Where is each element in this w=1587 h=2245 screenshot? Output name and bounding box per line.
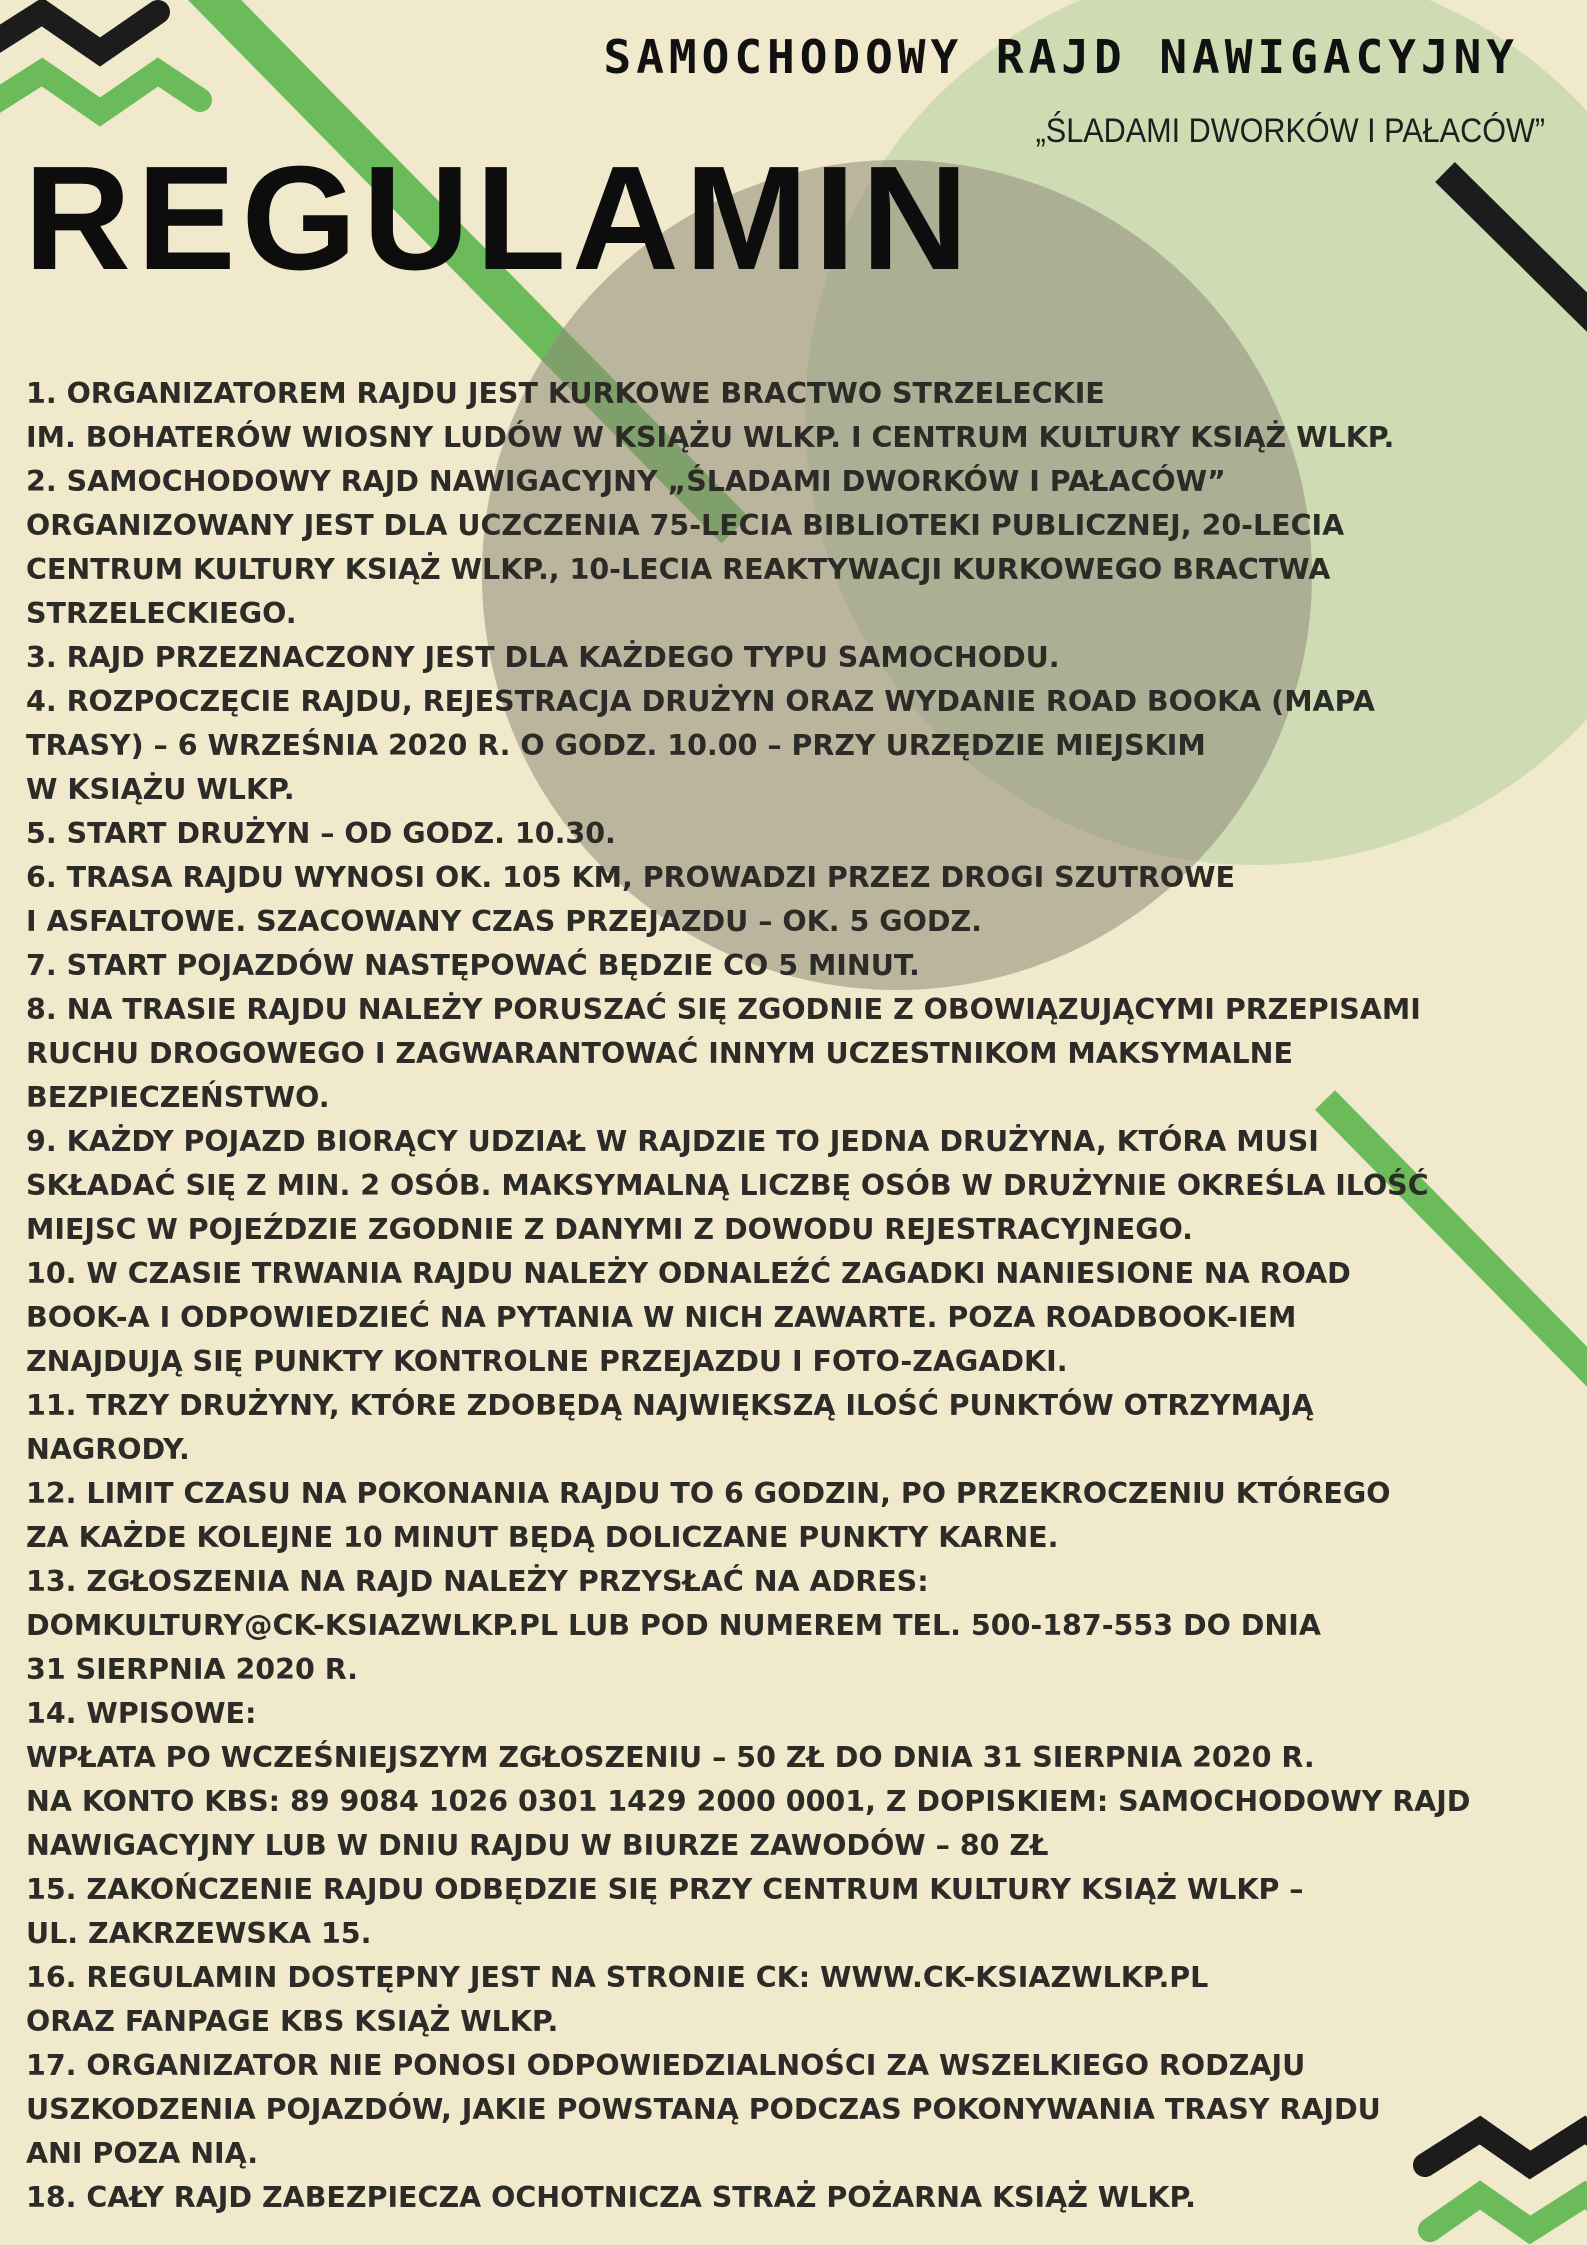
rule-item-17 bbox=[26, 2044, 1566, 2176]
rule-line: ORGANIZOWANY JEST DLA UCZCZENIA 75-LECIA BIBLIOTEKI PUBLICZNEJ, 20-LECIA bbox=[26, 509, 1345, 542]
rule-line: IM. BOHATERÓW WIOSNY LUDÓW W KSIĄŻU WLKP. I CENTRUM KULTURY KSIĄŻ WLKP. bbox=[26, 421, 1395, 454]
rule-item-8 bbox=[26, 988, 1566, 1120]
rule-line: WPŁATA PO WCZEŚNIEJSZYM ZGŁOSZENIU – 50 ZŁ DO DNIA 31 SIERPNIA 2020 R. bbox=[26, 1741, 1315, 1774]
rule-line: 10. W CZASIE TRWANIA RAJDU NALEŻY ODNALEŹĆ ZAGADKI NANIESIONE NA ROAD bbox=[26, 1257, 1351, 1290]
event-subtitle: „ŚLADAMI DWORKÓW I PAŁACÓW” bbox=[1035, 112, 1545, 150]
black-zigzag-top bbox=[0, 12, 158, 52]
rule-line: NAGRODY. bbox=[26, 1433, 190, 1466]
rule-item-16 bbox=[26, 1956, 1566, 2044]
rule-item-1 bbox=[26, 372, 1566, 460]
rule-line: 16. REGULAMIN DOSTĘPNY JEST NA STRONIE CK: WWW.CK-KSIAZWLKP.PL bbox=[26, 1961, 1209, 1994]
rule-item-12 bbox=[26, 1472, 1566, 1560]
rule-line: BOOK-A I ODPOWIEDZIEĆ NA PYTANIA W NICH ZAWARTE. POZA ROADBOOK-IEM bbox=[26, 1301, 1297, 1334]
rule-line: 15. ZAKOŃCZENIE RAJDU ODBĘDZIE SIĘ PRZY CENTRUM KULTURY KSIĄŻ WLKP – bbox=[26, 1873, 1304, 1906]
rule-line: 8. NA TRASIE RAJDU NALEŻY PORUSZAĆ SIĘ ZGODNIE Z OBOWIĄZUJĄCYMI PRZEPISAMI bbox=[26, 993, 1421, 1026]
rule-line: TRASY) – 6 WRZEŚNIA 2020 R. O GODZ. 10.00 – PRZY URZĘDZIE MIEJSKIM bbox=[26, 729, 1206, 762]
rule-line: 18. CAŁY RAJD ZABEZPIECZA OCHOTNICZA STRAŻ POŻARNA KSIĄŻ WLKP. bbox=[26, 2181, 1196, 2214]
rule-line: DOMKULTURY@CK-KSIAZWLKP.PL LUB POD NUMEREM TEL. 500-187-553 DO DNIA bbox=[26, 1609, 1321, 1642]
rule-line: 6. TRASA RAJDU WYNOSI OK. 105 KM, PROWADZI PRZEZ DROGI SZUTROWE bbox=[26, 861, 1236, 894]
rule-line: ANI POZA NIĄ. bbox=[26, 2137, 259, 2170]
rule-line: RUCHU DROGOWEGO I ZAGWARANTOWAĆ INNYM UCZESTNIKOM MAKSYMALNE bbox=[26, 1037, 1293, 1070]
rule-item-5 bbox=[26, 812, 1566, 856]
rule-item-7 bbox=[26, 944, 1566, 988]
rule-item-9 bbox=[26, 1120, 1566, 1252]
green-zigzag-top bbox=[0, 72, 200, 112]
rule-line: 12. LIMIT CZASU NA POKONANIA RAJDU TO 6 GODZIN, PO PRZEKROCZENIU KTÓREGO bbox=[26, 1477, 1391, 1510]
rule-line: STRZELECKIEGO. bbox=[26, 597, 297, 630]
rule-item-11 bbox=[26, 1384, 1566, 1472]
rule-line: 17. ORGANIZATOR NIE PONOSI ODPOWIEDZIALNOŚCI ZA WSZELKIEGO RODZAJU bbox=[26, 2049, 1306, 2082]
rule-line: 2. SAMOCHODOWY RAJD NAWIGACYJNY „ŚLADAMI DWORKÓW I PAŁACÓW” bbox=[26, 465, 1226, 498]
rule-item-14 bbox=[26, 1692, 1566, 1868]
rule-item-6 bbox=[26, 856, 1566, 944]
rule-line: I ASFALTOWE. SZACOWANY CZAS PRZEJAZDU – OK. 5 GODZ. bbox=[26, 905, 983, 938]
rule-line: 5. START DRUŻYN – OD GODZ. 10.30. bbox=[26, 817, 616, 850]
rule-line: MIEJSC W POJEŹDZIE ZGODNIE Z DANYMI Z DOWODU REJESTRACYJNEGO. bbox=[26, 1213, 1194, 1246]
rule-line: BEZPIECZEŃSTWO. bbox=[26, 1081, 330, 1114]
rule-line: 13. ZGŁOSZENIA NA RAJD NALEŻY PRZYSŁAĆ NA ADRES: bbox=[26, 1565, 929, 1598]
rule-line: 9. KAŻDY POJAZD BIORĄCY UDZIAŁ W RAJDZIE TO JEDNA DRUŻYNA, KTÓRA MUSI bbox=[26, 1125, 1319, 1158]
rule-line: W KSIĄŻU WLKP. bbox=[26, 773, 295, 806]
rule-line: ORAZ FANPAGE KBS KSIĄŻ WLKP. bbox=[26, 2005, 559, 2038]
rule-line: NAWIGACYJNY LUB W DNIU RAJDU W BIURZE ZAWODÓW – 80 ZŁ bbox=[26, 1829, 1049, 1862]
rule-line: NA KONTO KBS: 89 9084 1026 0301 1429 2000 0001, Z DOPISKIEM: SAMOCHODOWY RAJD bbox=[26, 1785, 1471, 1818]
rule-line: 31 SIERPNIA 2020 R. bbox=[26, 1653, 358, 1686]
rule-item-18 bbox=[26, 2176, 1566, 2220]
rule-item-13 bbox=[26, 1560, 1566, 1692]
rule-line: 11. TRZY DRUŻYNY, KTÓRE ZDOBĘDĄ NAJWIĘKSZĄ ILOŚĆ PUNKTÓW OTRZYMAJĄ bbox=[26, 1389, 1314, 1422]
rule-item-3 bbox=[26, 636, 1566, 680]
rule-item-2 bbox=[26, 460, 1566, 636]
rule-line: 4. ROZPOCZĘCIE RAJDU, REJESTRACJA DRUŻYN ORAZ WYDANIE ROAD BOOKA (MAPA bbox=[26, 685, 1375, 718]
rule-item-4 bbox=[26, 680, 1566, 812]
rule-line: USZKODZENIA POJAZDÓW, JAKIE POWSTANĄ PODCZAS POKONYWANIA TRASY RAJDU bbox=[26, 2093, 1381, 2126]
rule-line: 14. WPISOWE: bbox=[26, 1697, 257, 1730]
rules-list bbox=[26, 372, 1566, 2220]
rule-item-15 bbox=[26, 1868, 1566, 1956]
document-title: REGULAMIN bbox=[24, 136, 975, 301]
rule-line: 7. START POJAZDÓW NASTĘPOWAĆ BĘDZIE CO 5 MINUT. bbox=[26, 949, 920, 982]
rule-line: 3. RAJD PRZEZNACZONY JEST DLA KAŻDEGO TYPU SAMOCHODU. bbox=[26, 641, 1060, 674]
rule-line: SKŁADAĆ SIĘ Z MIN. 2 OSÓB. MAKSYMALNĄ LICZBĘ OSÓB W DRUŻYNIE OKREŚLA ILOŚĆ bbox=[26, 1169, 1429, 1202]
rule-item-10 bbox=[26, 1252, 1566, 1384]
rule-line: UL. ZAKRZEWSKA 15. bbox=[26, 1917, 372, 1950]
rule-line: 1. ORGANIZATOREM RAJDU JEST KURKOWE BRACTWO STRZELECKIE bbox=[26, 377, 1105, 410]
rule-line: ZA KAŻDE KOLEJNE 10 MINUT BĘDĄ DOLICZANE PUNKTY KARNE. bbox=[26, 1521, 1059, 1554]
rule-line: CENTRUM KULTURY KSIĄŻ WLKP., 10-LECIA REAKTYWACJI KURKOWEGO BRACTWA bbox=[26, 553, 1331, 586]
rule-line: ZNAJDUJĄ SIĘ PUNKTY KONTROLNE PRZEJAZDU I FOTO-ZAGADKI. bbox=[26, 1345, 1068, 1378]
event-title: SAMOCHODOWY RAJD NAWIGACYJNY bbox=[603, 30, 1519, 84]
